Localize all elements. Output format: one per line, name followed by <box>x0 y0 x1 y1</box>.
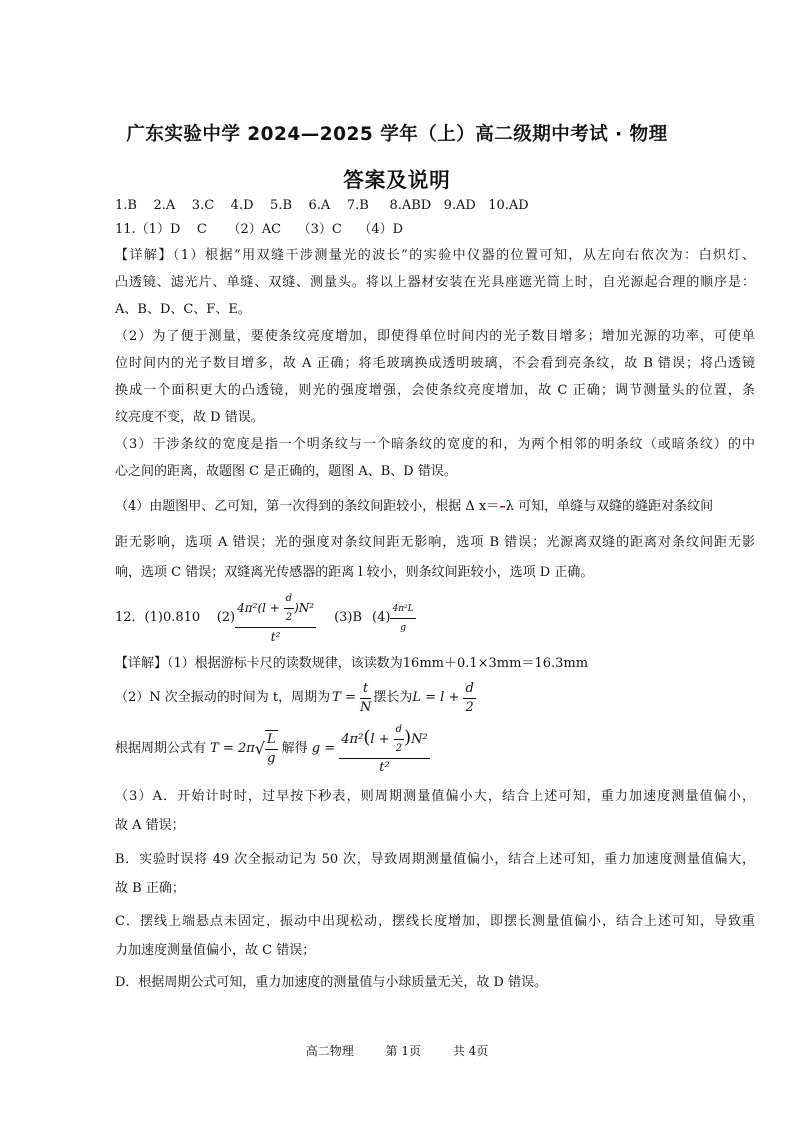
text-line: C．摆线上端悬点未固定，振动中出现松动，摆线长度增加，即摆长测量值偏小，结合上述可知，导致重 <box>115 914 755 929</box>
text-line: （3）A．开始计时时，过早按下秒表，则周期测量值偏小大，结合上述可知，重力加速度测量值偏小， <box>115 789 755 804</box>
page-title: 广东实验中学 2024—2025 学年（上）高二级期中考试 · 物理 <box>126 124 668 145</box>
text-line: 距无影响，选项 A 错误；光的强度对条纹间距无影响，选项 B 错误；光源离双缝的距离对条纹间距无影 <box>115 535 755 550</box>
formula-l-over-g: $\frac{L}{g}$ <box>267 732 276 766</box>
text-run: 12．(1)0.810 (2) <box>115 610 236 625</box>
text-run: （4）由题图甲、乙可知，第一次得到的条纹间距较小，根据 Δ x＝ <box>115 499 500 514</box>
text-line: 心之间的距离，故题图 C 是正确的，题图 A、B、D 错误。 <box>115 464 457 479</box>
page-subtitle: 答案及说明 <box>343 168 451 192</box>
q11-detail-part3 <box>115 431 755 485</box>
formula-placeholder-dash: – <box>499 499 506 514</box>
formula-g-expression: 4π²(l + $\frac{d}{2}$ )N² t² <box>235 590 316 646</box>
text-line: 换成一个面积更大的凸透镜，则光的强度增强，会使条纹亮度增加，故 C 正确；调节测量头的位置，条 <box>115 383 755 398</box>
q12-option-b <box>115 845 755 903</box>
footer-page-number: 第 1页 <box>385 1044 421 1058</box>
text-line: 力加速度测量值偏小，故 C 错误； <box>115 943 316 958</box>
text-line: A、B、D、C、F、E。 <box>115 302 251 317</box>
formula-g-result: 4π²(l + $\frac{d}{2}$ )N² t² <box>339 721 429 777</box>
text-line: 故 B 正确； <box>115 881 185 896</box>
q11-detail-part2 <box>115 323 755 431</box>
text-line: （3）干涉条纹的宽度是指一个明条纹与一个暗条纹的宽度的和，为两个相邻的明条纹（或暗条纹）的中 <box>115 437 755 452</box>
text-line: B．实验时误将 49 次全振动记为 50 次，导致周期测量值偏小，结合上述可知，重力加速度测量值偏大， <box>115 852 755 867</box>
q12-detail-3: 根据周期公式有 T = 2π √ $\frac{L}{g}$ 解得 g = 4π²(l + $\frac{d}{2}$ )N² t² <box>115 722 755 776</box>
text-line: 故 A 错误； <box>115 818 185 833</box>
footer-total-pages: 共 4页 <box>452 1044 489 1058</box>
q12-option-c <box>115 907 755 965</box>
page-footer <box>0 1042 794 1059</box>
text-run: 根据周期公式有 <box>115 741 207 756</box>
q11-answers: 11.（1）D C （2）AC （3）C （4）D <box>115 222 404 237</box>
text-line: 凸透镜、滤光片、单缝、双缝、测量头。将以上器材安装在光具座遮光筒上时，自光源起合理的顺序是： <box>115 275 755 290</box>
q12-detail-2: （2）N 次全振动的时间为 t，周期为 T = $\frac{t}{N}$ 摆长为 L = l + $\frac{d}{2}$ <box>115 680 474 715</box>
text-run: 解得 <box>281 741 308 756</box>
text-run: λ 可知，单缝与双缝的缝距对条纹间 <box>505 499 714 514</box>
text-line: 响，选项 C 错误；双缝离光传感器的距离 l 较小，则条纹间距较小，选项 D 正确。 <box>115 565 594 580</box>
text-line: 【详解】（1）根据“用双缝干涉测量光的波长”的实验中仪器的位置可知，从左向右依次为：白炽灯、 <box>115 248 755 263</box>
q12-option-d: D．根据周期公式可知，重力加速度的测量值与小球质量无关，故 D 错误。 <box>115 975 548 990</box>
sqrt-symbol: √ <box>254 739 265 758</box>
text-line: 位时间内的光子数目增多，故 A 正确；将毛玻璃换成透明玻璃，不会看到亮条纹，故 B 错误；将凸透镜 <box>115 356 755 371</box>
q12-detail-1: 【详解】（1）根据游标卡尺的读数规律，该读数为16mm＋0.1×3mm＝16.3mm <box>115 656 589 671</box>
q11-detail-part4-first-line <box>115 498 755 516</box>
q12-answers <box>115 593 755 644</box>
text-line: （2）为了便于测量，要使条纹亮度增加，即使得单位时间内的光子数目增多；增加光源的功率，可使单 <box>115 329 755 344</box>
text-run: (3)B <box>334 610 363 625</box>
q11-detail-part1 <box>115 242 755 323</box>
footer-subject: 高二物理 <box>305 1044 354 1058</box>
formula-d-over-2: $\frac{d}{2}$ <box>465 680 474 715</box>
text-run: (4) <box>372 610 391 625</box>
formula-t-over-n: $\frac{t}{N}$ <box>359 680 372 715</box>
text-run: 摆长为 <box>373 690 413 705</box>
text-line: 纹亮度不变，故 D 错误。 <box>115 410 264 425</box>
multiple-choice-answers: 1.B 2.A 3.C 4.D 5.B 6.A 7.B 8.ABD 9.AD 10.AD <box>115 198 529 213</box>
text-run: （2）N 次全振动的时间为 t，周期为 <box>115 690 331 705</box>
formula-4pi2L-over-g: $\frac{\text{4π²L}}{g}$ <box>390 600 415 637</box>
q11-detail-part4 <box>115 528 755 588</box>
q12-detail-part3 <box>115 782 755 840</box>
